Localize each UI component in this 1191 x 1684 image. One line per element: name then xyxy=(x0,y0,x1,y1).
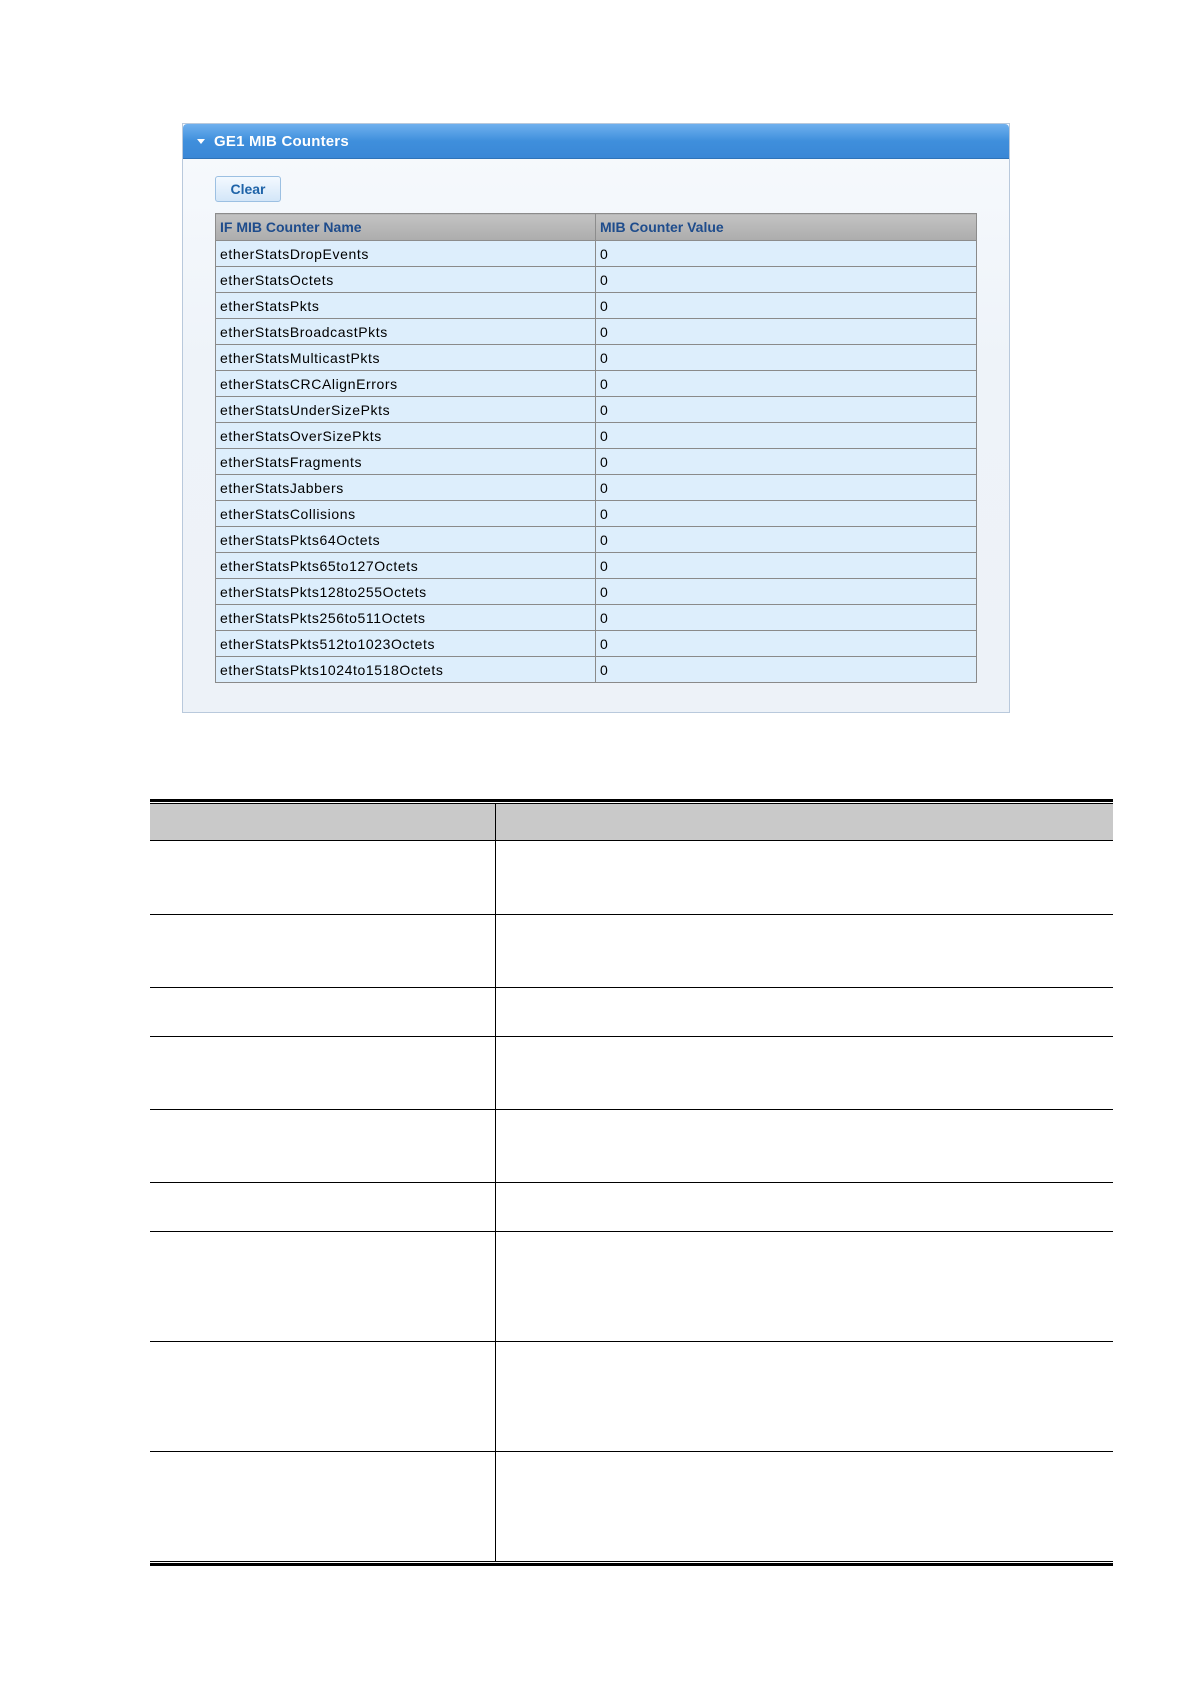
table-row xyxy=(216,397,977,423)
table-row xyxy=(216,371,977,397)
counter-name-cell: etherStatsMulticastPkts xyxy=(216,345,596,371)
counter-value-cell: 0 xyxy=(596,605,977,631)
table-bottom-rule xyxy=(150,1561,1113,1566)
description-row xyxy=(150,987,1113,1036)
counter-name-cell: etherStatsPkts xyxy=(216,293,596,319)
description-table xyxy=(150,799,1113,1566)
counter-value-cell: 0 xyxy=(596,475,977,501)
counter-value-cell: 0 xyxy=(596,553,977,579)
counter-value-cell: 0 xyxy=(596,423,977,449)
description-header-object xyxy=(150,804,496,840)
mib-counter-table xyxy=(215,213,977,683)
table-row xyxy=(216,475,977,501)
counter-value-cell: 0 xyxy=(596,527,977,553)
counter-name-cell: etherStatsPkts128to255Octets xyxy=(216,579,596,605)
counter-value-cell: 0 xyxy=(596,579,977,605)
counter-name-cell: etherStatsOverSizePkts xyxy=(216,423,596,449)
counter-value-cell: 0 xyxy=(596,267,977,293)
counter-name-cell: etherStatsPkts64Octets xyxy=(216,527,596,553)
counter-name-cell: etherStatsCRCAlignErrors xyxy=(216,371,596,397)
counter-value-cell: 0 xyxy=(596,293,977,319)
table-row xyxy=(216,501,977,527)
description-row xyxy=(150,840,1113,914)
table-row xyxy=(216,241,977,267)
counter-name-cell: etherStatsBroadcastPkts xyxy=(216,319,596,345)
counter-value-cell: 0 xyxy=(596,241,977,267)
description-row xyxy=(150,1036,1113,1109)
column-header-counter-name: IF MIB Counter Name xyxy=(216,214,596,241)
counter-value-cell: 0 xyxy=(596,371,977,397)
description-row xyxy=(150,1231,1113,1341)
table-row xyxy=(216,319,977,345)
table-row xyxy=(216,527,977,553)
table-row xyxy=(216,345,977,371)
table-row xyxy=(216,657,977,683)
table-row xyxy=(216,631,977,657)
counter-name-cell: etherStatsPkts1024to1518Octets xyxy=(216,657,596,683)
table-row xyxy=(216,605,977,631)
counter-value-cell: 0 xyxy=(596,319,977,345)
description-header-row xyxy=(150,804,1113,840)
counter-name-cell: etherStatsFragments xyxy=(216,449,596,475)
table-row xyxy=(216,449,977,475)
table-row xyxy=(216,423,977,449)
counter-name-cell: etherStatsDropEvents xyxy=(216,241,596,267)
caret-down-icon[interactable] xyxy=(197,139,205,144)
panel-header[interactable] xyxy=(183,124,1009,159)
table-row xyxy=(216,267,977,293)
clear-button[interactable]: Clear xyxy=(215,176,281,202)
counter-name-cell: etherStatsOctets xyxy=(216,267,596,293)
mib-counters-panel xyxy=(182,123,1010,713)
table-row xyxy=(216,579,977,605)
counter-name-cell: etherStatsJabbers xyxy=(216,475,596,501)
description-row xyxy=(150,1109,1113,1182)
description-row xyxy=(150,1341,1113,1451)
counter-value-cell: 0 xyxy=(596,501,977,527)
table-row xyxy=(216,293,977,319)
description-header-description xyxy=(496,804,1113,840)
panel-title: GE1 MIB Counters xyxy=(214,132,349,150)
counter-value-cell: 0 xyxy=(596,631,977,657)
column-header-counter-value: MIB Counter Value xyxy=(596,214,977,241)
counter-name-cell: etherStatsPkts512to1023Octets xyxy=(216,631,596,657)
counter-value-cell: 0 xyxy=(596,657,977,683)
description-row xyxy=(150,1451,1113,1561)
description-row xyxy=(150,1182,1113,1231)
counter-name-cell: etherStatsUnderSizePkts xyxy=(216,397,596,423)
table-row xyxy=(216,553,977,579)
counter-name-cell: etherStatsCollisions xyxy=(216,501,596,527)
counter-value-cell: 0 xyxy=(596,397,977,423)
counter-name-cell: etherStatsPkts65to127Octets xyxy=(216,553,596,579)
description-row xyxy=(150,914,1113,987)
counter-value-cell: 0 xyxy=(596,449,977,475)
counter-name-cell: etherStatsPkts256to511Octets xyxy=(216,605,596,631)
table-header-row xyxy=(216,214,977,241)
counter-value-cell: 0 xyxy=(596,345,977,371)
